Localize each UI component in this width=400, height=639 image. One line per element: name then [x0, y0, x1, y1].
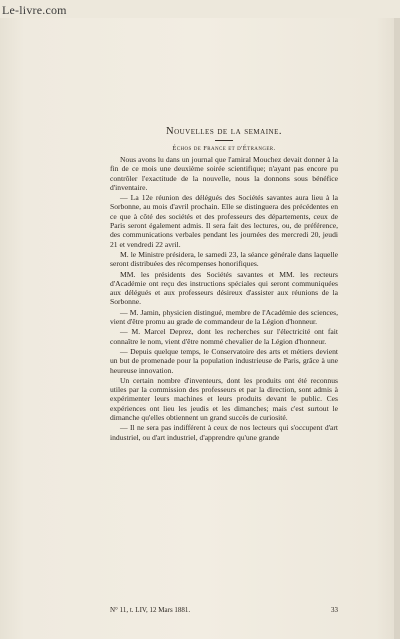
paragraph: — M. Jamin, physicien distingué, membre de l'Académie des sciences, vient d'être promu au grade de commandeur de la Légion d'honneur.	[110, 307, 338, 327]
paragraph: Un certain nombre d'inventeurs, dont les produits ont été reconnus utiles par la commission des professeurs et par la direction, sont admis à expérimenter leurs machines et leurs produits devant le public. Ces expériences ont lieu les jeudis et les dimanches; mais c'est surtout le dimanche qu'elles obtiennent un grand succès de curiosité.	[110, 375, 338, 423]
paragraph: — Depuis quelque temps, le Conservatoire des arts et métiers devient un but de promenade pour la population industrieuse de Paris, grâce à une heureuse innovation.	[110, 346, 338, 375]
paragraph: Nous avons lu dans un journal que l'amiral Mouchez devait donner à la fin de ce mois une deuxième soirée scientifique; n'ayant pas encore pu contrôler l'exactitude de la nouvelle, nous la donnons sous bénéfice d'inventaire.	[110, 155, 338, 192]
paragraph: MM. les présidents des Sociétés savantes et MM. les recteurs d'Académie ont reçu des instructions spéciales qui seront communiquées aux délégués et aux professeurs désireux d'assister aux réunions de la Sorbonne.	[110, 269, 338, 307]
watermark-text: Le-livre.com	[2, 3, 67, 17]
page-edge	[394, 18, 400, 639]
section-heading: Échos de France et d'Étranger.	[172, 145, 276, 152]
paragraph: — M. Marcel Deprez, dont les recherches sur l'électricité ont fait connaître le nom, vient d'être nommé chevalier de la Légion d'honneur.	[110, 327, 338, 346]
page-number: 33	[331, 606, 338, 614]
paragraph: M. le Ministre présidera, le samedi 23, la séance générale dans laquelle seront distribuées des récompenses honorifiques.	[110, 249, 338, 269]
text-column	[110, 126, 338, 443]
paragraph: — La 12e réunion des délégués des Sociétés savantes aura lieu à la Sorbonne, au mois d'avril prochain. Elle se distinguera des précédentes en ce que à côté des sociétés et des professeurs des départements, ceux de Paris seront également admis. Il sera fait des lectures, ou, de préférence, des communications verbales pendant les journées des mercredi 20, jeudi 21 et vendredi 22 avril.	[110, 193, 338, 249]
article-title: Nouvelles de la semaine.	[165, 126, 283, 137]
page-footer	[110, 606, 338, 614]
title-rule	[215, 140, 233, 141]
issue-line: N° 11, t. LIV, 12 Mars 1881.	[110, 606, 191, 614]
paragraph: — Il ne sera pas indifférent à ceux de nos lecteurs qui s'occupent d'art industriel, ou d'art industriel, d'apprendre qu'une grande	[110, 423, 338, 442]
